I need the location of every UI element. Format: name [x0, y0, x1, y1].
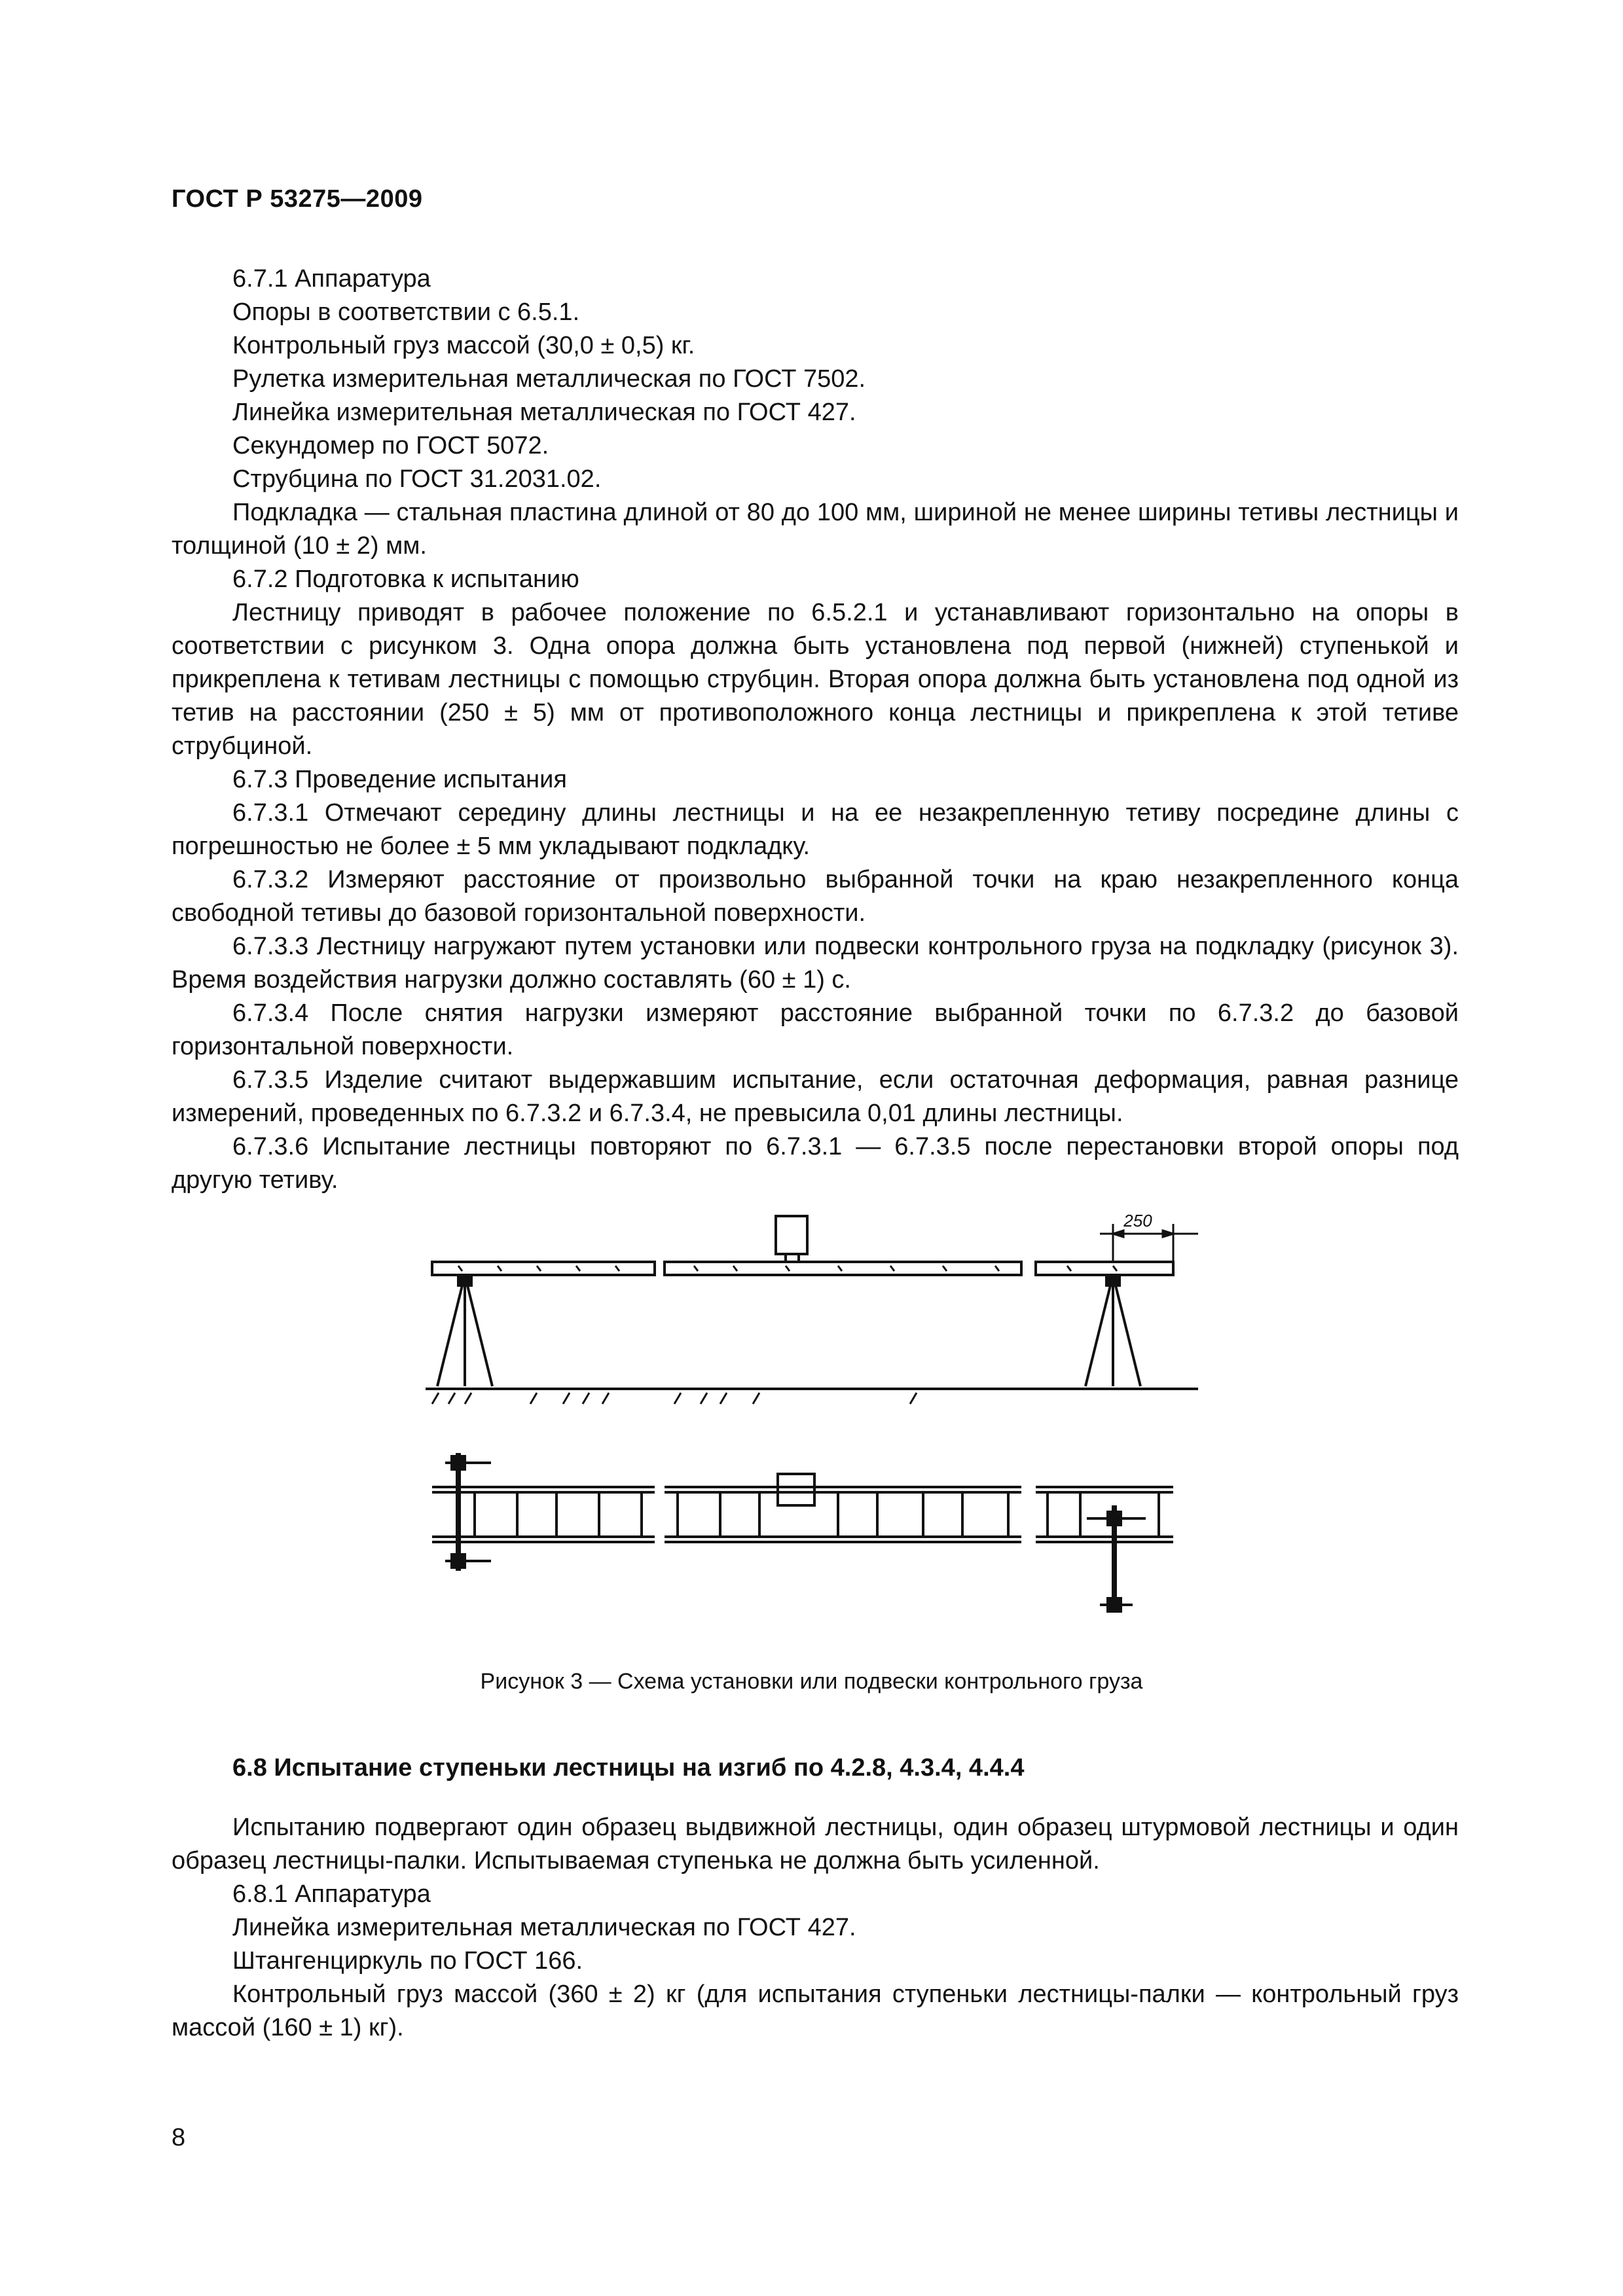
paragraph: 6.7.3.6 Испытание лестницы повторяют по 6.7.3.1 — 6.7.3.5 после перестановки второй опоры под другую тетиву. — [172, 1133, 1459, 1194]
paragraph: 6.7.3.3 Лестницу нагружают путем установки или подвески контрольного груза на подкладку (рисунок 3). Время воздействия нагрузки должно составлять (60 ± 1) с. — [172, 933, 1459, 994]
paragraph: 6.7.2 Подготовка к испытанию — [232, 565, 579, 593]
paragraph: Контрольный груз массой (30,0 ± 0,5) кг. — [232, 332, 695, 359]
figure-caption: Рисунок 3 — Схема установки или подвески контрольного груза — [480, 1669, 1143, 1694]
left-support — [437, 1275, 492, 1386]
paragraph: Линейка измерительная металлическая по ГОСТ 427. — [232, 1914, 856, 1941]
paragraph: 6.8.1 Аппаратура — [232, 1880, 431, 1908]
ladder-side-segment — [665, 1262, 1021, 1275]
dimension-label: 250 — [1123, 1211, 1152, 1230]
paragraph: 6.7.3.5 Изделие считают выдержавшим испытание, если остаточная деформация, равная разнице измерений, проведенных по 6.7.3.2 и 6.7.3.4, не превысила 0,01 длины лестницы. — [172, 1066, 1459, 1127]
figure-3-diagram — [419, 1204, 1218, 1643]
text-block-6-8 — [172, 1811, 1459, 2045]
text-block-6-7 — [172, 262, 1459, 1197]
paragraph: Рулетка измерительная металлическая по ГОСТ 7502. — [232, 365, 866, 393]
load-weight-top — [778, 1474, 814, 1505]
ladder-top-segment-right — [1036, 1487, 1173, 1611]
right-support — [1085, 1275, 1140, 1386]
paragraph: Штангенциркуль по ГОСТ 166. — [232, 1947, 583, 1975]
paragraph: Опоры в соответствии с 6.5.1. — [232, 298, 580, 326]
paragraph: 6.7.3.4 После снятия нагрузки измеряют расстояние выбранной точки по 6.7.3.2 до базовой горизонтальной поверхности. — [172, 999, 1459, 1060]
paragraph: Секундомер по ГОСТ 5072. — [232, 432, 549, 459]
paragraph: Линейка измерительная металлическая по ГОСТ 427. — [232, 399, 856, 426]
ladder-side-segment — [432, 1262, 655, 1275]
paragraph: 6.7.3.2 Измеряют расстояние от произвольно выбранной точки на краю незакрепленного конца свободной тетивы до базовой горизонтальной поверхности. — [172, 866, 1459, 927]
paragraph: 6.7.1 Аппаратура — [232, 265, 431, 293]
ladder-top-segment-middle — [665, 1474, 1021, 1542]
paragraph: Контрольный груз массой (360 ± 2) кг (для испытания ступеньки лестницы-палки — контрольный груз массой (160 ± 1) кг). — [172, 1981, 1459, 2041]
page-number: 8 — [172, 2124, 186, 2151]
ladder-top-segment-left — [432, 1453, 655, 1571]
paragraph: Испытанию подвергают один образец выдвижной лестницы, один образец штурмовой лестницы и один образец лестницы-палки. Испытываемая ступенька не должна быть усиленной. — [172, 1814, 1459, 1874]
paragraph: Лестницу приводят в рабочее положение по 6.5.2.1 и устанавливают горизонтально на опоры в соответствии с рисунком 3. Одна опора должна быть установлена под первой (нижней) ступенькой и прикреплена к тетивам лестницы с помощью струбцин. Вторая опора должна быть установлена под одной из тетив на расстоянии (250 ± 5) мм от противоположного конца лестницы и прикреплена к этой тетиве струбциной. — [172, 599, 1459, 760]
paragraph: 6.7.3 Проведение испытания — [232, 766, 567, 793]
ladder-side-segment — [1036, 1262, 1173, 1275]
document-header: ГОСТ Р 53275—2009 — [172, 185, 423, 213]
load-weight — [776, 1216, 807, 1254]
paragraph: 6.7.3.1 Отмечают середину длины лестницы и на ее незакрепленную тетиву посредине длины с погрешностью не более ± 5 мм укладывают подкладку. — [172, 799, 1459, 860]
paragraph: Подкладка — стальная пластина длиной от 80 до 100 мм, шириной не менее ширины тетивы лестницы и толщиной (10 ± 2) мм. — [172, 499, 1459, 560]
paragraph: Струбцина по ГОСТ 31.2031.02. — [232, 465, 602, 493]
section-title: 6.8 Испытание ступеньки лестницы на изгиб по 4.2.8, 4.3.4, 4.4.4 — [232, 1754, 1025, 1782]
